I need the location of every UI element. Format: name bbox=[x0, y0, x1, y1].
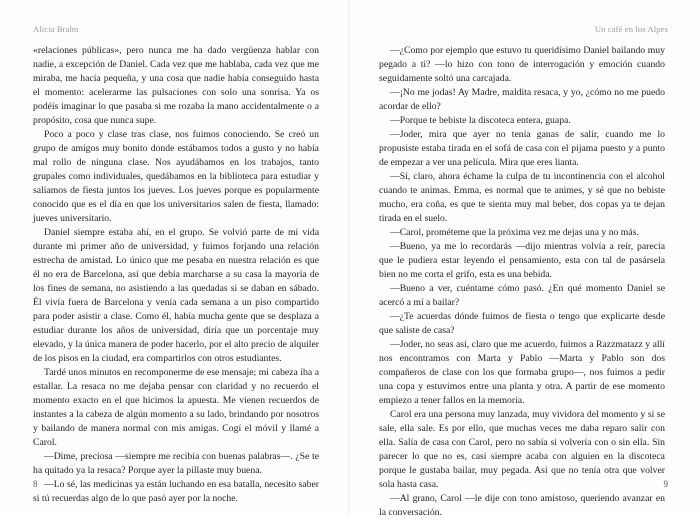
paragraph: Daniel siempre estaba ahí, en el grupo. Se volvió parte de mi vida durante mi primer año de universidad, y fuimos forjando una relación estrecha de amistad. Lo único que me pesaba en nuestra relación es que él no era de Barcelona, así que debía marcharse a su casa la mayoría de los fines de semana, no asistiendo a las quedadas si se daban en sábado. Él vivía fuera de Barcelona y venía cada semana a un piso compartido para poder asistir a clase. Como él, había mucha gente que se desplaza a estudiar durante los años de universidad, diría que un porcentaje muy elevado, y la única manera de poder hacerlo, por el alto precio de alquiler de los pisos en la ciudad, era compartirlos con otros estudiantes. bbox=[33, 227, 319, 364]
paragraph: —¡No me jodas! Ay Madre, maldita resaca, y yo, ¿cómo no me puedo acordar de ello? bbox=[379, 87, 665, 112]
paragraph: —Porque te bebiste la discoteca entera, guapa. bbox=[390, 115, 571, 126]
paragraph: —Joder, no seas así, claro que me acuerdo, fuimos a Razzmatazz y allí nos encontramos con Marta y Pablo —Marta y Pablo son dos compañeros de clase con los que formaba grupo—, nos fuimos a pedir una copa y estuvimos entre una planta y otra. A partir de ese momento empiezo a tener fallos en la memoria. bbox=[379, 339, 665, 406]
paragraph: —¿Como por ejemplo que estuvo tu queridísimo Daniel bailando muy pegado a ti? —lo hizo con tono de interrogación y emoción cuando seguidamente soltó una carcajada. bbox=[379, 45, 665, 84]
page-number: 8 bbox=[33, 479, 38, 489]
right-page bbox=[350, 0, 700, 518]
paragraph: —Bueno, ya me lo recordarás —dijo mientras volvía a reír, parecía que le pudiera estar leyendo el pensamiento, esta con tal de pasársela bien no me corta el grifo, esta es una bebida. bbox=[379, 241, 665, 280]
paragraph: —Bueno a ver, cuéntame cómo pasó. ¿En qué momento Daniel se acercó a mí a bailar? bbox=[379, 283, 665, 308]
paragraph: —Dime, preciosa —siempre me recibía con buenas palabras—. ¿Se te ha quitado ya la resaca? Porque ayer la pillaste muy buena. bbox=[33, 451, 319, 476]
running-head-author: Alicia Brahn bbox=[33, 24, 79, 34]
paragraph: —Joder, mira que ayer no tenía ganas de salir, cuando me lo propusiste estaba tirada en el sofá de casa con el pijama puesto y a punto de empezar a ver una película. Mira que eres lianta. bbox=[379, 129, 665, 168]
paragraph: Poco a poco y clase tras clase, nos fuimos conociendo. Se creó un grupo de amigos muy bonito donde estábamos todos a gusto y no había mal rollo de ninguna clase. Nos ayudábamos en los trabajos, tanto grupales como individuales, quedábamos en la biblioteca para estudiar y salíamos de fiesta juntos los jueves. Los jueves porque es popularmente conocido que es el día en que los universitarios salen de fiesta, llamado: jueves universitario. bbox=[33, 129, 319, 224]
paragraph: —Al grano, Carol —le dije con tono amistoso, queriendo avanzar en la conversación. bbox=[379, 493, 665, 518]
paragraph: Carol era una persona muy lanzada, muy vividora del momento y si se sale, ella sale. Es por ello, que muchas veces me daba reparo salir con ella. Salía de casa con Carol, pero no sabía si volvería con o sin ella. Sin parecer lo que no es, casi siempre acaba con alguien en la discoteca porque le gustaba bailar, muy pegada. Así que no tenía otra que volver sola hasta casa. bbox=[379, 409, 665, 490]
paragraph: —Carol, prométeme que la próxima vez me dejas una y no más. bbox=[390, 227, 639, 238]
paragraph: —Sí, claro, ahora échame la culpa de tu incontinencia con el alcohol cuando te animas. Emma, es normal que te animes, y sé que no bebiste mucho, era coña, es que te sienta muy mal beber, dos copas ya te dejan tirada en el suelo. bbox=[379, 171, 665, 224]
running-head-title: Un café en los Alpes bbox=[594, 24, 668, 34]
paragraph: «relaciones públicas», pero nunca me ha dado vergüenza hablar con nadie, a excepción de Daniel. Cada vez que me hablaba, cada vez que me miraba, me hacía pequeña, y una cosa que nadie había conseguido hasta el momento: acelerarme las pulsaciones con solo una sonrisa. Ya os podéis imaginar lo que pasaba si me rozaba la mano accidentalmente o a propósito, cosa que nunca supe. bbox=[33, 45, 319, 126]
paragraph: Tardé unos minutos en recomponerme de ese mensaje; mi cabeza iba a estallar. La resaca no me dejaba pensar con claridad y no recuerdo el momento exacto en el que hicimos la apuesta. Me vienen recuerdos de instantes a la cabeza de algún momento a su lado, brindando por nosotros y bailando de manera normal con mis amigas. Cogí el móvil y llamé a Carol. bbox=[33, 367, 319, 448]
left-page-body bbox=[33, 44, 319, 506]
paragraph: —¿Te acuerdas dónde fuimos de fiesta o tengo que explicarte desde que saliste de casa? bbox=[379, 311, 665, 336]
right-page-body bbox=[379, 44, 665, 520]
left-page bbox=[0, 0, 350, 514]
paragraph: —Lo sé, las medicinas ya están luchando en esa batalla, necesito saber si tú recuerdas algo de lo que pasó ayer por la noche. bbox=[33, 479, 319, 504]
page-number: 9 bbox=[663, 479, 668, 489]
